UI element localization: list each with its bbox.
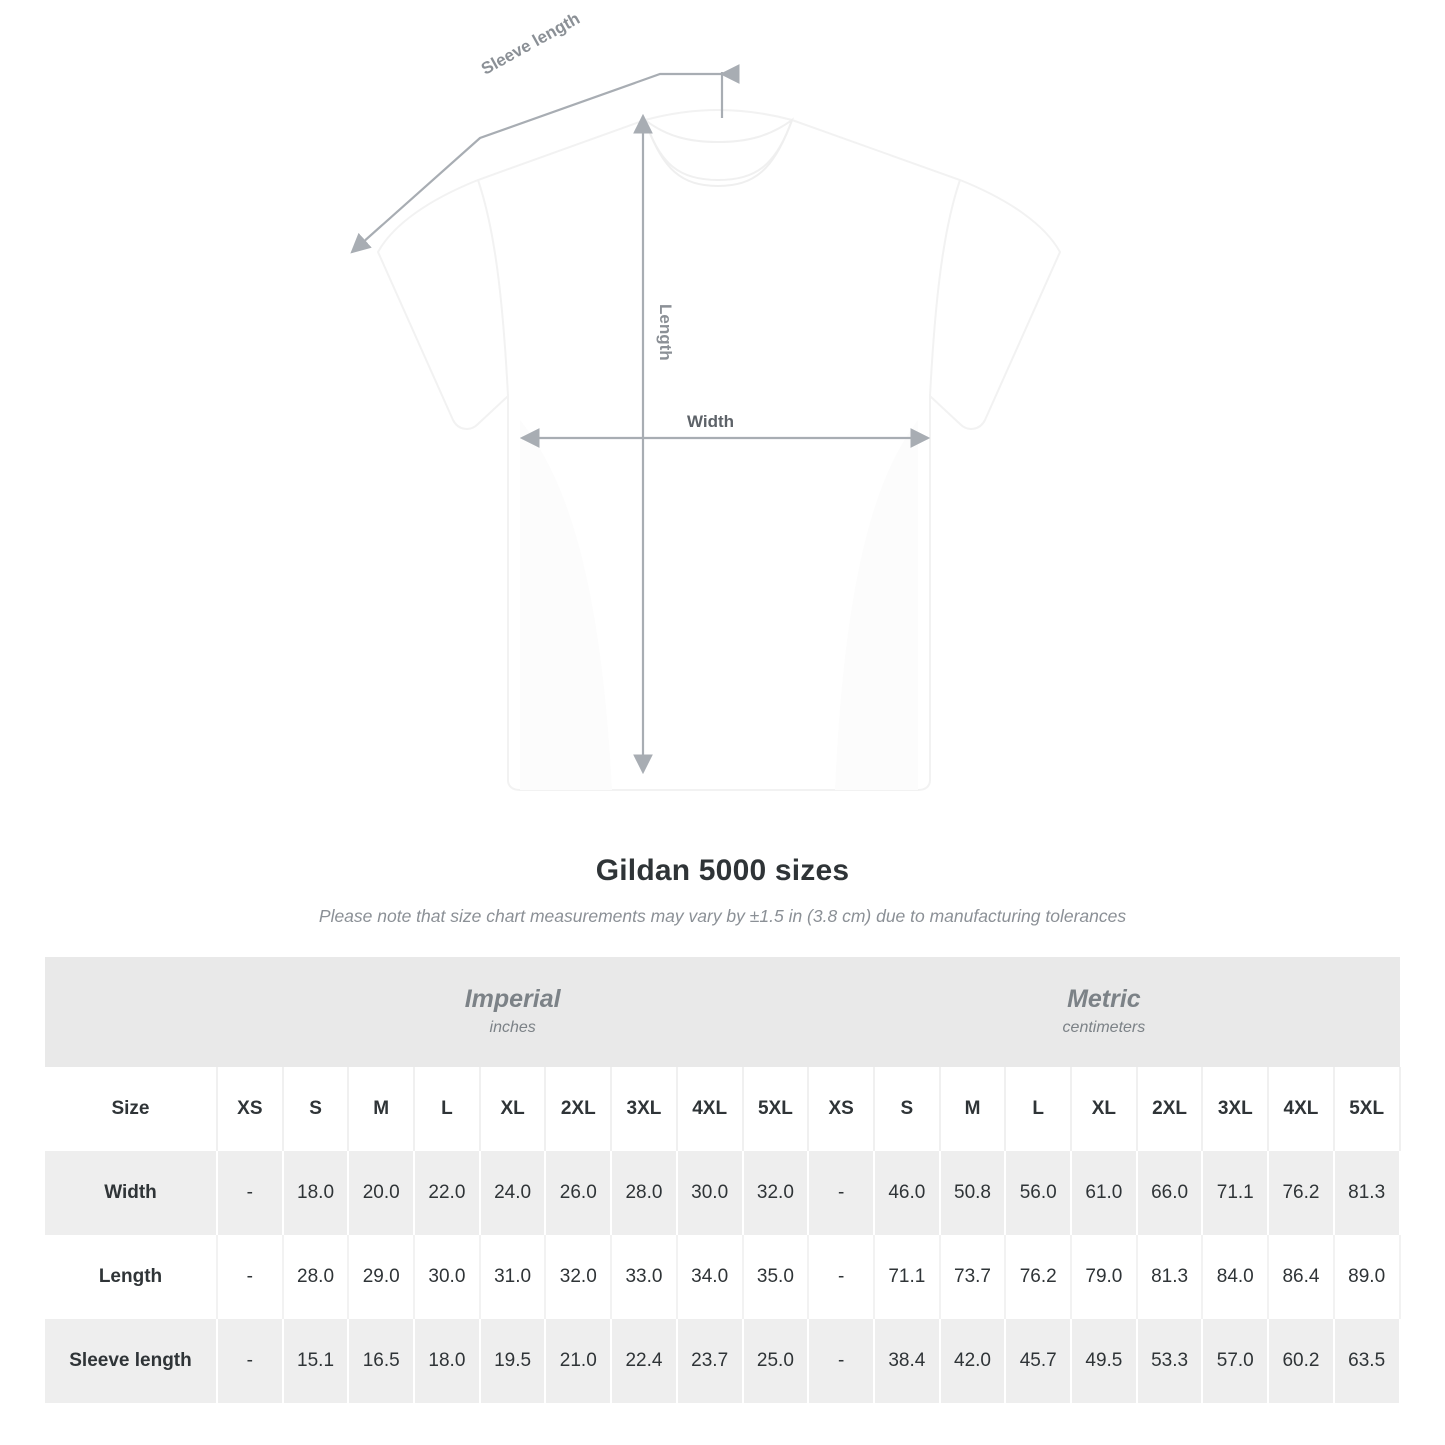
cell-length-metric-s: 71.1 [874, 1235, 940, 1319]
size-header-metric-4xl: 4XL [1268, 1067, 1334, 1151]
size-header-imperial-3xl: 3XL [611, 1067, 677, 1151]
cell-length-metric-3xl: 84.0 [1202, 1235, 1268, 1319]
cell-length-imperial-xl: 31.0 [480, 1235, 546, 1319]
cell-width-metric-xs: - [808, 1151, 874, 1235]
size-header-metric-xl: XL [1071, 1067, 1137, 1151]
size-header-imperial-xs: XS [217, 1067, 283, 1151]
width-label: Width [680, 412, 741, 431]
cell-width-imperial-5xl: 32.0 [743, 1151, 809, 1235]
size-header-imperial-l: L [414, 1067, 480, 1151]
page-title: Gildan 5000 sizes [595, 854, 850, 887]
size-header-metric-5xl: 5XL [1334, 1067, 1400, 1151]
unit-header-metric [808, 957, 1399, 1067]
size-header-imperial-2xl: 2XL [545, 1067, 611, 1151]
tolerance-note: Please note that size chart measurements may vary by ±1.5 in (3.8 cm) due to manufacturing tolerances [318, 906, 1127, 926]
cell-length-imperial-xs: - [217, 1235, 283, 1319]
cell-sleeve-imperial-5xl: 25.0 [743, 1319, 809, 1403]
cell-length-metric-xl: 79.0 [1071, 1235, 1137, 1319]
cell-length-metric-l: 76.2 [1005, 1235, 1071, 1319]
cell-width-metric-xl: 61.0 [1071, 1151, 1137, 1235]
cell-width-imperial-2xl: 26.0 [545, 1151, 611, 1235]
size-header-metric-l: L [1005, 1067, 1071, 1151]
cell-sleeve-metric-s: 38.4 [874, 1319, 940, 1403]
unit-metric-name: Metric [1067, 984, 1141, 1013]
cell-width-imperial-4xl: 30.0 [677, 1151, 743, 1235]
sleeve-length-label: Sleeve length [478, 8, 584, 79]
cell-sleeve-imperial-xl: 19.5 [480, 1319, 546, 1403]
cell-length-metric-4xl: 86.4 [1268, 1235, 1334, 1319]
cell-width-metric-4xl: 76.2 [1268, 1151, 1334, 1235]
unit-header-spacer [45, 957, 217, 1067]
table-row [45, 1151, 1400, 1235]
size-header-metric-xs: XS [808, 1067, 874, 1151]
length-label: Length [655, 300, 675, 365]
cell-sleeve-metric-m: 42.0 [940, 1319, 1006, 1403]
cell-width-imperial-xl: 24.0 [480, 1151, 546, 1235]
cell-width-imperial-m: 20.0 [348, 1151, 414, 1235]
cell-width-imperial-s: 18.0 [283, 1151, 349, 1235]
cell-sleeve-imperial-2xl: 21.0 [545, 1319, 611, 1403]
cell-length-imperial-m: 29.0 [348, 1235, 414, 1319]
unit-header-row [45, 957, 1400, 1067]
cell-length-imperial-4xl: 34.0 [677, 1235, 743, 1319]
unit-metric-sub: centimeters [1062, 1018, 1146, 1036]
cell-length-imperial-2xl: 32.0 [545, 1235, 611, 1319]
cell-sleeve-metric-xl: 49.5 [1071, 1319, 1137, 1403]
cell-sleeve-metric-xs: - [808, 1319, 874, 1403]
cell-sleeve-metric-5xl: 63.5 [1334, 1319, 1400, 1403]
cell-sleeve-imperial-xs: - [217, 1319, 283, 1403]
size-header-metric-2xl: 2XL [1137, 1067, 1203, 1151]
cell-sleeve-imperial-4xl: 23.7 [677, 1319, 743, 1403]
cell-width-metric-5xl: 81.3 [1334, 1151, 1400, 1235]
cell-sleeve-metric-l: 45.7 [1005, 1319, 1071, 1403]
cell-sleeve-metric-2xl: 53.3 [1137, 1319, 1203, 1403]
size-header-imperial-xl: XL [480, 1067, 546, 1151]
cell-width-metric-l: 56.0 [1005, 1151, 1071, 1235]
cell-sleeve-metric-4xl: 60.2 [1268, 1319, 1334, 1403]
cell-width-metric-3xl: 71.1 [1202, 1151, 1268, 1235]
cell-width-imperial-3xl: 28.0 [611, 1151, 677, 1235]
size-header-imperial-m: M [348, 1067, 414, 1151]
cell-sleeve-imperial-l: 18.0 [414, 1319, 480, 1403]
header-size-label: Size [45, 1067, 217, 1151]
cell-length-imperial-5xl: 35.0 [743, 1235, 809, 1319]
table-row [45, 1235, 1400, 1319]
row-label-sleeve-length: Sleeve length [45, 1319, 217, 1403]
cell-sleeve-imperial-s: 15.1 [283, 1319, 349, 1403]
size-header-imperial-4xl: 4XL [677, 1067, 743, 1151]
table-row [45, 1319, 1400, 1403]
cell-length-metric-m: 73.7 [940, 1235, 1006, 1319]
size-header-imperial-s: S [283, 1067, 349, 1151]
cell-width-imperial-xs: - [217, 1151, 283, 1235]
cell-length-imperial-3xl: 33.0 [611, 1235, 677, 1319]
unit-imperial-sub: inches [489, 1018, 536, 1036]
size-header-imperial-5xl: 5XL [743, 1067, 809, 1151]
size-chart-table [45, 957, 1401, 1403]
size-header-row [45, 1067, 1400, 1151]
row-label-length: Length [45, 1235, 217, 1319]
unit-header-imperial [217, 957, 808, 1067]
row-label-width: Width [45, 1151, 217, 1235]
size-header-metric-3xl: 3XL [1202, 1067, 1268, 1151]
cell-width-metric-2xl: 66.0 [1137, 1151, 1203, 1235]
cell-sleeve-imperial-m: 16.5 [348, 1319, 414, 1403]
cell-width-metric-m: 50.8 [940, 1151, 1006, 1235]
unit-imperial-name: Imperial [464, 984, 561, 1013]
cell-width-imperial-l: 22.0 [414, 1151, 480, 1235]
size-header-metric-s: S [874, 1067, 940, 1151]
tshirt-shape [378, 110, 1060, 790]
cell-length-metric-5xl: 89.0 [1334, 1235, 1400, 1319]
cell-width-metric-s: 46.0 [874, 1151, 940, 1235]
size-chart-table-wrapper [45, 957, 1400, 1403]
size-header-metric-m: M [940, 1067, 1006, 1151]
cell-length-imperial-l: 30.0 [414, 1235, 480, 1319]
cell-length-metric-2xl: 81.3 [1137, 1235, 1203, 1319]
cell-sleeve-imperial-3xl: 22.4 [611, 1319, 677, 1403]
cell-length-metric-xs: - [808, 1235, 874, 1319]
cell-length-imperial-s: 28.0 [283, 1235, 349, 1319]
cell-sleeve-metric-3xl: 57.0 [1202, 1319, 1268, 1403]
